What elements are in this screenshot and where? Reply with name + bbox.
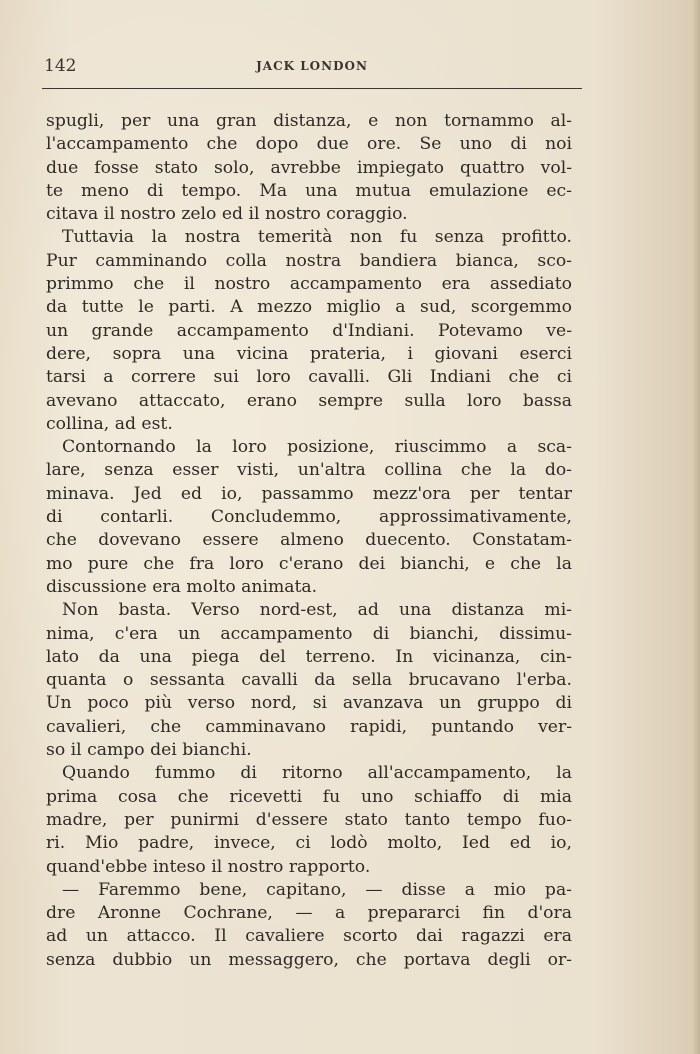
text-line: discussione era molto animata. (46, 576, 318, 597)
text-line: minava. Jed ed io, passammo mezz'ora per tentar (46, 483, 572, 504)
text-line: da tutte le parti. A mezzo miglio a sud, scorgemmo (46, 297, 572, 318)
text-line: Pur camminando colla nostra bandiera bianca, sco- (46, 250, 572, 271)
text-line: lato da una piega del terreno. In vicinanza, cin- (46, 646, 572, 667)
text-line: citava il nostro zelo ed il nostro coraggio. (46, 204, 408, 225)
text-line: Contornando la loro posizione, riuscimmo a sca- (62, 437, 572, 458)
text-line: di contarli. Concludemmo, approssimativamente, (46, 507, 572, 528)
text-line: dere, sopra una vicina prateria, i giovani eserci (46, 343, 572, 364)
text-line: prima cosa che ricevetti fu uno schiaffo di mia (46, 786, 572, 807)
text-line: avevano attaccato, erano sempre sulla loro bassa (46, 390, 572, 411)
text-line: dre Aronne Cochrane, — a prepararci fin d'ora (46, 903, 572, 924)
text-line: l'accampamento che dopo due ore. Se uno di noi (46, 134, 572, 155)
text-line: tarsi a correre sui loro cavalli. Gli Indiani che ci (46, 367, 572, 388)
text-line: primmo che il nostro accampamento era assediato (46, 274, 572, 295)
text-line: madre, per punirmi d'essere stato tanto tempo fuo- (46, 809, 572, 830)
header-rule (42, 88, 582, 89)
page-edge-shadow (692, 0, 700, 1054)
running-head: JACK LONDON (256, 59, 368, 73)
text-line: collina, ad est. (46, 413, 173, 434)
text-line: quanta o sessanta cavalli da sella brucavano l'erba. (46, 670, 572, 691)
text-line: cavalieri, che camminavano rapidi, puntando ver- (46, 716, 572, 737)
text-line: — Faremmo bene, capitano, — disse a mio pa- (62, 879, 572, 900)
text-line: te meno di tempo. Ma una mutua emulazione ec- (46, 180, 572, 201)
text-line: un grande accampamento d'Indiani. Potevamo ve- (46, 320, 572, 341)
text-line: Quando fummo di ritorno all'accampamento, la (62, 763, 572, 784)
text-line: mo pure che fra loro c'erano dei bianchi, e che la (46, 553, 572, 574)
page-header (44, 56, 580, 82)
text-line: due fosse stato solo, avrebbe impiegato quattro vol- (46, 157, 572, 178)
text-line: senza dubbio un messaggero, che portava degli or- (46, 949, 572, 970)
text-line: ad un attacco. Il cavaliere scorto dai ragazzi era (46, 926, 572, 947)
text-line: spugli, per una gran distanza, e non tornammo al- (46, 111, 572, 131)
page-number: 142 (44, 56, 77, 76)
text-line: che dovevano essere almeno duecento. Constatam- (46, 530, 572, 551)
text-line: quand'ebbe inteso il nostro rapporto. (46, 856, 371, 877)
text-line: Non basta. Verso nord-est, ad una distanza mi- (62, 600, 572, 621)
text-line: so il campo dei bianchi. (46, 740, 252, 761)
text-line: ri. Mio padre, invece, ci lodò molto, Ied ed io, (46, 833, 572, 854)
body-text (46, 110, 572, 972)
text-line: nima, c'era un accampamento di bianchi, dissimu- (46, 623, 572, 644)
text-line: Tuttavia la nostra temerità non fu senza profitto. (62, 227, 572, 248)
text-line: lare, senza esser visti, un'altra collina che la do- (46, 460, 572, 481)
text-line: Un poco più verso nord, si avanzava un gruppo di (46, 693, 572, 714)
